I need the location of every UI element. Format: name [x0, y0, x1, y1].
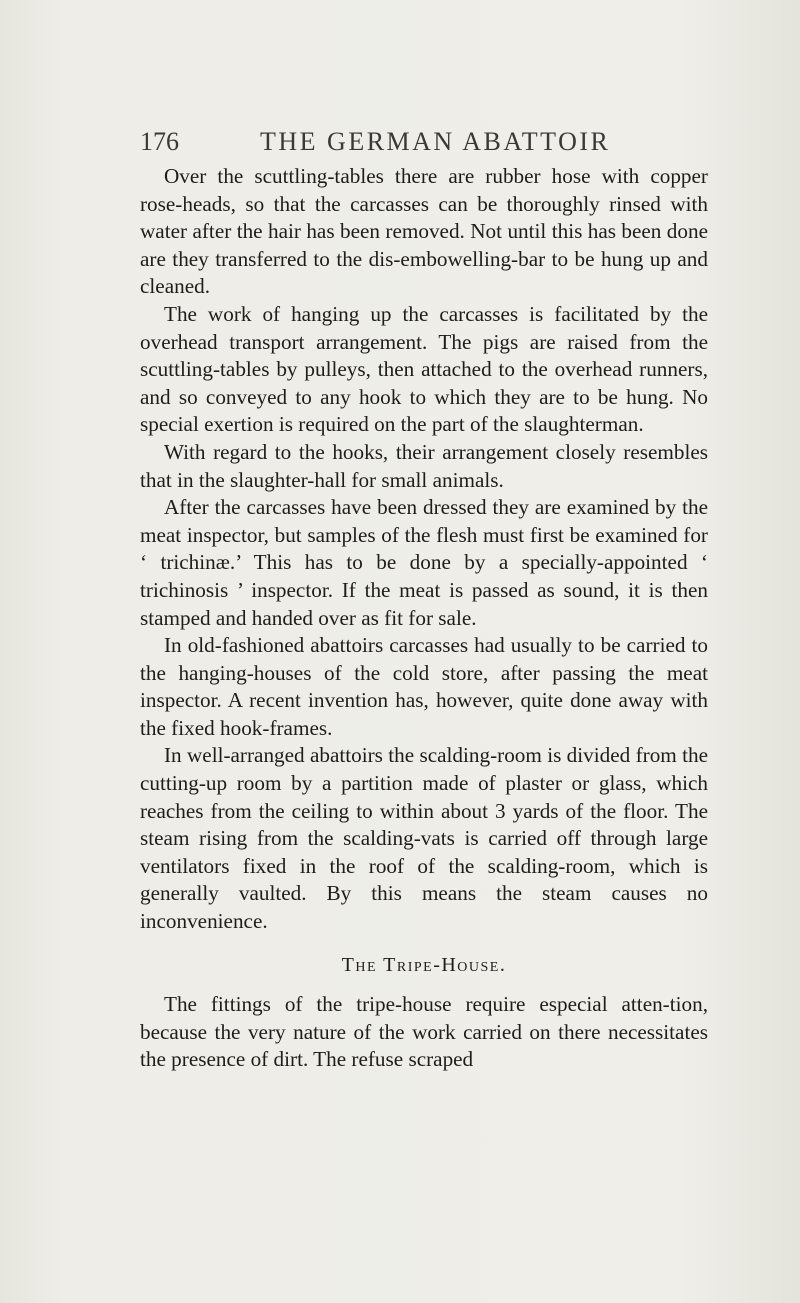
- paragraph-5: In old-fashioned abattoirs carcasses had usually to be carried to the hanging-houses of the cold store, after passing the meat inspector. A recent invention has, however, quite done away with the fixed hook-frames.: [140, 633, 708, 740]
- paragraph-3: With regard to the hooks, their arrangement closely resembles that in the slaughter-hall for small animals.: [140, 439, 708, 492]
- paragraph-7: The fittings of the tripe-house require especial atten-tion, because the very nature of the work carried on there necessitates the presence of dirt. The refuse scraped: [140, 992, 708, 1072]
- running-title: THE GERMAN ABATTOIR: [260, 127, 611, 156]
- paragraph-1: Over the scuttling-tables there are rubber hose with copper rose-heads, so that the carcasses can be thoroughly rinsed with water after the hair has been removed. Not until this has been done are they transferred to the dis-embowelling-bar to be hung up and cleaned.: [140, 164, 708, 299]
- paragraph-6: In well-arranged abattoirs the scalding-room is divided from the cutting-up room by a partition made of plaster or glass, which reaches from the ceiling to within about 3 yards of the floor. The steam rising from the scalding-vats is carried off through large ventilators fixed in the roof of the scalding-room, which is generally vaulted. By this means the steam causes no inconvenience.: [140, 743, 708, 934]
- paragraph-4: After the carcasses have been dressed they are examined by the meat inspector, but samples of the flesh must first be examined for ‘ trichinæ.’ This has to be done by a specially-appointed ‘ trichinosis ’ inspector. If the meat is passed as sound, it is then stamped and handed over as fit for sale.: [140, 495, 708, 630]
- section-heading: The Tripe-House.: [341, 953, 507, 976]
- paragraph-2: The work of hanging up the carcasses is facilitated by the overhead transport arrangement. The pigs are raised from the scuttling-tables by pulleys, then attached to the overhead runners, and so conveyed to any hook to which they are to be hung. No special exertion is required on the part of the slaughterman.: [140, 301, 708, 437]
- body-text: [140, 163, 708, 1074]
- page-number: 176: [140, 127, 179, 156]
